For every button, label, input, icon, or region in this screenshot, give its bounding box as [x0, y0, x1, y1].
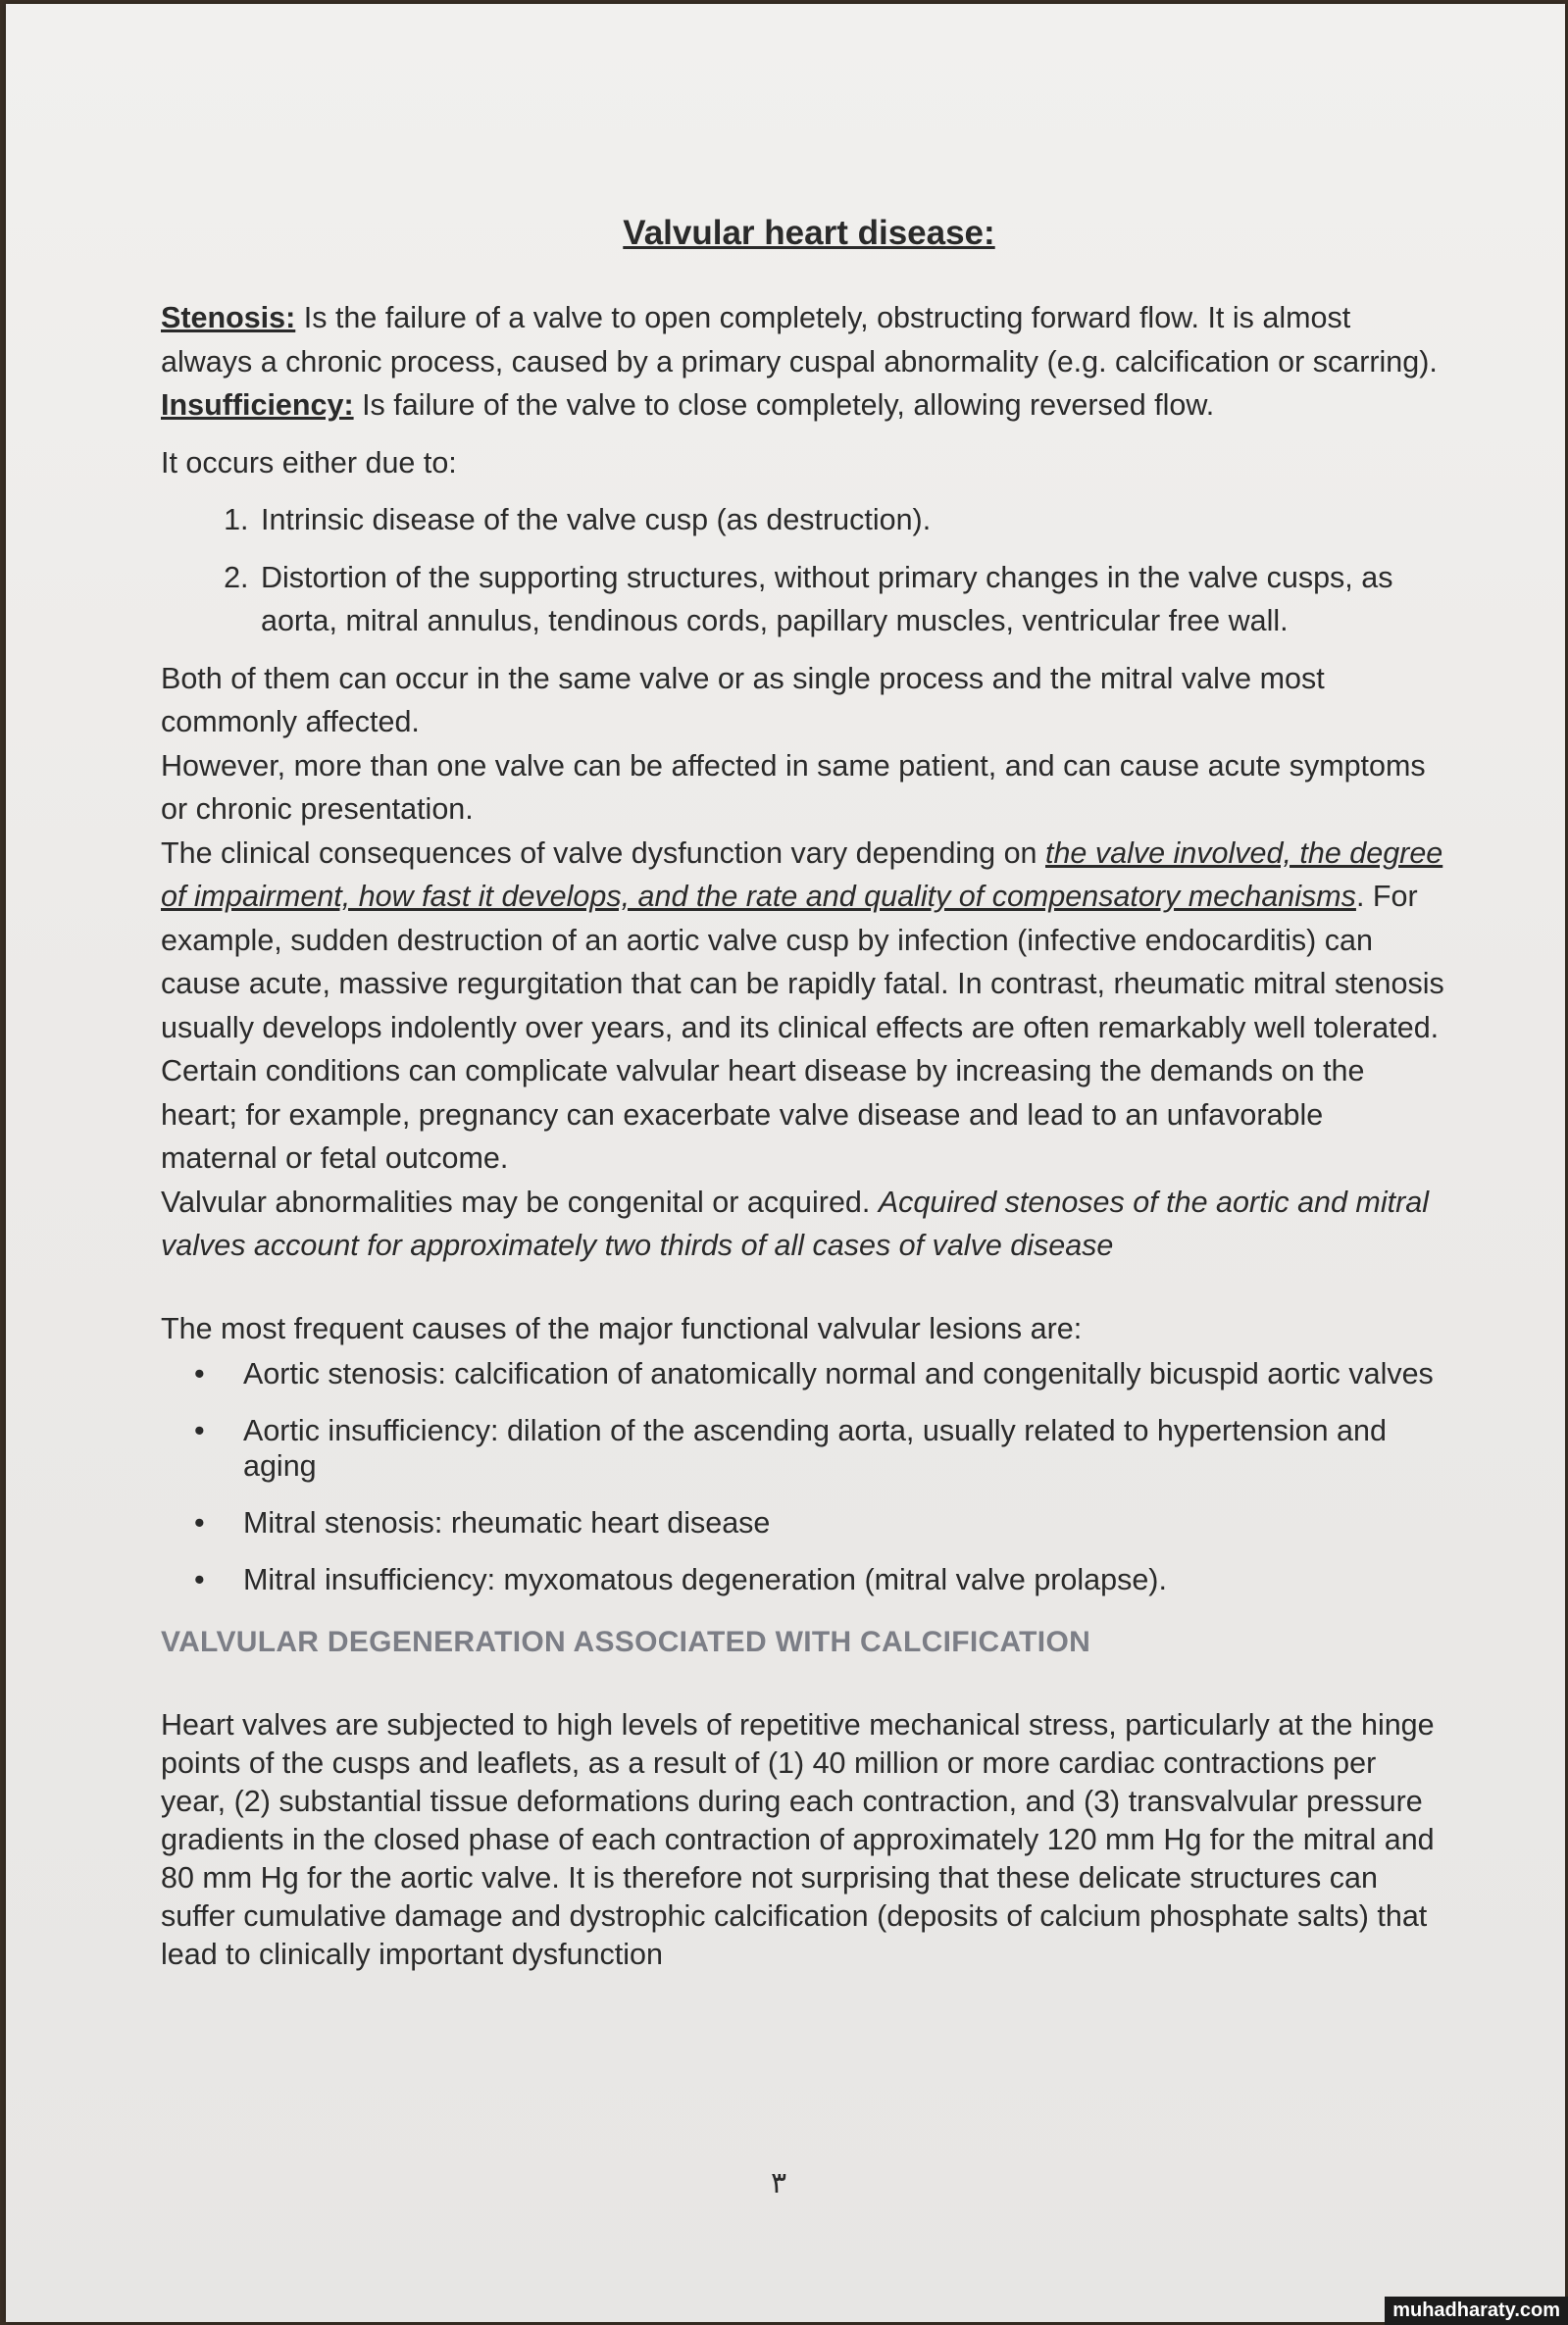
- page-title: Valvular heart disease:: [623, 214, 995, 252]
- frequent-intro: The most frequent causes of the major functional valvular lesions are:: [161, 1311, 1083, 1345]
- list-item: 1. Intrinsic disease of the valve cusp (as destruction).: [257, 498, 1445, 542]
- bullet-icon: •: [194, 1506, 205, 1540]
- abnormalities-lead: Valvular abnormalities may be congenital or acquired.: [161, 1185, 879, 1219]
- insufficiency-term: Insufficiency:: [161, 388, 354, 422]
- causes-list: [161, 498, 1445, 643]
- paragraph-degeneration: Heart valves are subjected to high levels of repetitive mechanical stress, particularly at the hinge points of the cusps and leaflets, as a result of (1) 40 million or more cardiac contractions per year, (2) substantial tissue deformations during each contraction, and (3) transvalvular pressure gradients in the closed phase of each contraction of approximately 120 mm Hg for the mitral and 80 mm Hg for the aortic valve. It is therefore not surprising that these delicate structures can suffer cumulative damage and dystrophic calcification (deposits of calcium phosphate salts) that lead to clinically important dysfunction: [161, 1707, 1435, 1971]
- list-item: [194, 1413, 1445, 1484]
- list-item: [194, 1505, 1445, 1541]
- list-item: [194, 1562, 1445, 1597]
- list-item: 2. Distortion of the supporting structures, without primary changes in the valve cusps, as aorta, mitral annulus, tendinous cords, papillary muscles, ventricular free wall.: [257, 556, 1445, 643]
- paragraph-both: Both of them can occur in the same valve or as single process and the mitral valve most commonly affected.: [161, 661, 1325, 738]
- list-item-text: Aortic insufficiency: dilation of the ascending aorta, usually related to hypertension and aging: [243, 1414, 1387, 1483]
- list-item-text: Aortic stenosis: calcification of anatomically normal and congenitally bicuspid aortic valves: [243, 1357, 1434, 1390]
- document-body: [161, 212, 1445, 1974]
- paragraph-however: However, more than one valve can be affected in same patient, and can cause acute symptoms or chronic presentation.: [161, 748, 1426, 826]
- stenosis-definition: [161, 296, 1445, 383]
- section-heading: VALVULAR DEGENERATION ASSOCIATED WITH CALCIFICATION: [161, 1626, 1091, 1658]
- paragraph-abnormalities: [161, 1181, 1445, 1268]
- clinical-rest: . For example, sudden destruction of an aortic valve cusp by infection (infective endocarditis) can cause acute, massive regurgitation that can be rapidly fatal. In contrast, rheumatic mitral stenosis usually develops indolently over years, and its clinical effects are often remarkably well tolerated. Certain conditions can complicate valvular heart disease by increasing the demands on the heart; for example, pregnancy can exacerbate valve disease and lead to an unfavorable maternal or fetal outcome.: [161, 880, 1444, 1175]
- insufficiency-text: Is failure of the valve to close completely, allowing reversed flow.: [353, 388, 1215, 422]
- bullet-icon: •: [194, 1357, 205, 1390]
- paragraph-clinical: [161, 832, 1445, 1181]
- site-watermark: muhadharaty.com: [1385, 2297, 1568, 2325]
- stenosis-text: Is the failure of a valve to open completely, obstructing forward flow. It is almost always a chronic process, caused by a primary cuspal abnormality (e.g. calcification or scarring).: [161, 301, 1438, 379]
- frequent-causes-list: [161, 1356, 1445, 1597]
- stenosis-term: Stenosis:: [161, 301, 296, 334]
- list-item-text: Mitral insufficiency: myxomatous degeneration (mitral valve prolapse).: [243, 1563, 1167, 1596]
- insufficiency-definition: [161, 383, 1445, 428]
- bullet-icon: •: [194, 1414, 205, 1447]
- list-item: [194, 1356, 1445, 1391]
- page-number: ٣: [771, 2166, 787, 2200]
- abnormalities-italic: Acquired stenoses of the aortic and mitral valves account for approximately two thirds of all cases of valve disease: [161, 1185, 1429, 1262]
- bullet-icon: •: [194, 1563, 205, 1596]
- clinical-emphasis: the valve involved, the degree of impairment, how fast it develops, and the rate and quality of compensatory mechanisms: [161, 835, 1443, 913]
- list-item-text: Mitral stenosis: rheumatic heart disease: [243, 1506, 771, 1540]
- clinical-lead: The clinical consequences of valve dysfunction vary depending on: [161, 835, 1045, 870]
- paper-sheet: [6, 4, 1565, 2322]
- occurs-intro: It occurs either due to:: [161, 445, 457, 480]
